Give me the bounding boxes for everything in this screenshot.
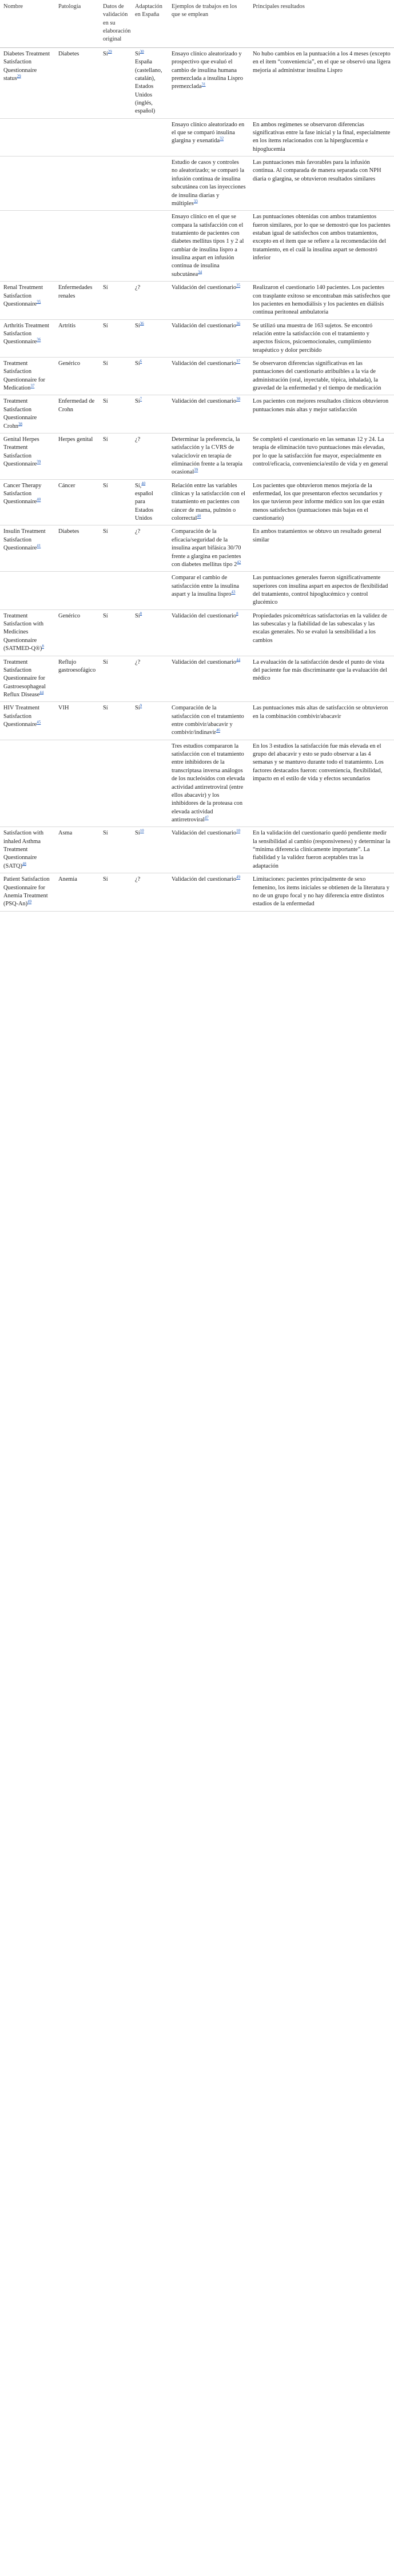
cell-resultados	[249, 572, 394, 609]
cell-adaptacion	[132, 358, 168, 395]
cell-datos-validacion-text: Sí	[103, 830, 108, 837]
reference-link[interactable]: 29	[17, 74, 21, 79]
cell-adaptacion	[132, 656, 168, 702]
cell-nombre-text: Genital Herpes Treatment Satisfaction Questionnaire	[3, 436, 39, 467]
reference-link[interactable]: 10	[236, 828, 241, 833]
cell-nombre-text: Cancer Therapy Satisfaction Questionnaire	[3, 482, 42, 505]
cell-resultados	[249, 433, 394, 479]
cell-datos-validacion	[100, 873, 132, 911]
cell-patologia-text: Enfermedades renales	[58, 284, 93, 299]
cell-adaptacion	[132, 702, 168, 740]
cell-nombre	[0, 609, 55, 656]
cell-patologia-text: Genérico	[58, 612, 81, 619]
header-resultados: Principales resultados	[249, 0, 394, 47]
cell-nombre	[0, 572, 55, 609]
reference-link[interactable]: 40	[37, 497, 41, 502]
cell-adaptacion-text: ¿?	[135, 284, 141, 291]
table-row	[0, 609, 394, 656]
cell-ejemplos	[168, 118, 249, 156]
cell-adaptacion	[132, 47, 168, 118]
cell-adaptacion	[132, 118, 168, 156]
reference-link[interactable]: 44	[236, 657, 241, 663]
cell-ejemplos	[168, 319, 249, 357]
cell-resultados-text: Las puntuaciones más favorables para la infusión continua. Al comparada de manera separada con NPH diaria o glargina, se obtuvieron resultados similares	[253, 159, 381, 182]
cell-patologia	[55, 572, 100, 609]
cell-resultados	[249, 479, 394, 525]
cell-datos-validacion	[100, 609, 132, 656]
cell-nombre	[0, 358, 55, 395]
cell-nombre	[0, 118, 55, 156]
cell-datos-validacion-text: Sí	[103, 398, 108, 405]
cell-patologia-text: VIH	[58, 705, 69, 712]
cell-adaptacion-text: Sí	[135, 322, 140, 329]
cell-nombre	[0, 47, 55, 118]
cell-ejemplos-text: Validación del cuestionario	[172, 398, 237, 405]
cell-adaptacion	[132, 157, 168, 211]
cell-patologia-text: Diabetes	[58, 50, 79, 57]
cell-resultados	[249, 702, 394, 740]
table-row	[0, 282, 394, 319]
cell-patologia-text: Asma	[58, 830, 73, 837]
cell-resultados-text: Propiedades psicométricas satisfactorias en la validez de las subescalas y la fiabilidad de las subescalas y las escalas generales. No se evaluó la sensibilidad a los cambios	[253, 612, 387, 644]
cell-adaptacion	[132, 609, 168, 656]
reference-link[interactable]: 46	[216, 728, 220, 733]
cell-adaptacion	[132, 395, 168, 433]
cell-resultados	[249, 827, 394, 873]
cell-ejemplos-text: Ensayo clínico aleatorizado y prospectivo que evaluó el cambio de insulina humana premezclada a insulina Lispro premezclada	[172, 50, 243, 90]
cell-patologia-text: Anemia	[58, 876, 77, 883]
reference-link[interactable]: 30	[140, 49, 144, 54]
cell-nombre	[0, 479, 55, 525]
cell-patologia	[55, 479, 100, 525]
cell-resultados	[249, 609, 394, 656]
reference-link[interactable]: 6	[140, 359, 142, 364]
cell-datos-validacion	[100, 827, 132, 873]
table-row	[0, 525, 394, 572]
cell-datos-validacion	[100, 358, 132, 395]
cell-adaptacion-text: Sí	[135, 705, 140, 712]
cell-nombre	[0, 827, 55, 873]
cell-nombre	[0, 702, 55, 740]
cell-resultados-text: No hubo cambios en la puntuación a los 4 meses (excepto en el ítem “conveniencia”, en el que se observó una ligera mejoría al administrar insulina Lispro	[253, 50, 391, 74]
header-datos-validacion: Datos de validación en su elaboración original	[100, 0, 132, 47]
cell-datos-validacion	[100, 479, 132, 525]
table-row	[0, 211, 394, 282]
cell-nombre	[0, 211, 55, 282]
cell-resultados-text: Los pacientes con mejores resultados clínicos obtuvieron puntuaciones más altas y mejor satisfacción	[253, 398, 389, 413]
cell-ejemplos-text: Validación del cuestionario	[172, 322, 237, 329]
cell-resultados-text: Se utilizó una muestra de 163 sujetos. Se encontró relación entre la satisfacción con el tratamiento y aspectos físicos, psicoemocionales, cumplimiento terapéutico y dolor percibido	[253, 322, 373, 354]
table-row	[0, 157, 394, 211]
cell-nombre-text: Arthritis Treatment Satisfaction Questionnaire	[3, 322, 49, 346]
cell-nombre-text: Treatment Satisfaction Questionnaire for Medication	[3, 360, 45, 392]
cell-ejemplos-text: Validación del cuestionario	[172, 284, 237, 291]
table-row	[0, 319, 394, 357]
header-nombre: Nombre	[0, 0, 55, 47]
cell-ejemplos	[168, 609, 249, 656]
reference-link[interactable]: 10	[140, 828, 144, 833]
cell-patologia	[55, 702, 100, 740]
cell-resultados-text: En ambos regímenes se observaron diferencias significativas entre la fase inicial y la final, especialmente en los ítems relacionados con la hiperglucemia e hipoglucemia	[253, 121, 391, 153]
cell-ejemplos	[168, 525, 249, 572]
reference-link[interactable]: 41	[37, 543, 41, 548]
reference-link[interactable]: 49	[27, 899, 32, 904]
reference-link[interactable]: 44	[39, 690, 44, 695]
table-row	[0, 395, 394, 433]
reference-link[interactable]: 36	[37, 337, 41, 342]
cell-adaptacion-text: ¿?	[135, 436, 141, 443]
cell-datos-validacion	[100, 525, 132, 572]
cell-resultados-text: Se completó el cuestionario en las semanas 12 y 24. La terapia de eliminación tuvo puntuaciones más elevadas, por lo que la satisfacción fue mayor, especialmente en control/eficacia, conveniencia/estilo de vida y en general	[253, 436, 388, 467]
cell-ejemplos-text: Validación del cuestionario	[172, 659, 237, 665]
cell-nombre-text: Diabetes Treatment Satisfaction Questionnaire status	[3, 50, 50, 82]
cell-datos-validacion	[100, 282, 132, 319]
cell-ejemplos	[168, 702, 249, 740]
reference-link[interactable]: 40	[141, 481, 146, 486]
cell-adaptacion	[132, 282, 168, 319]
cell-nombre	[0, 525, 55, 572]
cell-ejemplos	[168, 395, 249, 433]
cell-patologia-text: Cáncer	[58, 482, 75, 489]
cell-ejemplos-text: Ensayo clínico aleatorizado en el que se comparó insulina glargina y exenatida	[172, 121, 245, 145]
cell-resultados-text: En los 3 estudios la satisfacción fue más elevada en el grupo del abacavir y esto se pudo observar a las 4 semanas y se mantuvo durante todo el tratamiento. Los factores destacados fueron: conveniencia, flexibilidad, impacto en el estilo de vida y efectos secundarios	[253, 743, 384, 783]
cell-datos-validacion	[100, 47, 132, 118]
cell-patologia	[55, 525, 100, 572]
cell-nombre-text: Renal Treatment Satisfaction Questionnaire	[3, 284, 43, 307]
cell-patologia	[55, 609, 100, 656]
cell-ejemplos	[168, 282, 249, 319]
cell-patologia	[55, 157, 100, 211]
reference-link[interactable]: 34	[198, 270, 202, 275]
table-row	[0, 873, 394, 911]
cell-ejemplos-text: Tres estudios compararon la satisfacción con el tratamiento entre inhibidores de la transcriptasa inversa análogos de los nucleósidos con elevada actividad antirretroviral (entre ellos abacavir) y los inhibidores de la proteasa con elevada actividad antirretroviral	[172, 743, 245, 823]
cell-adaptacion-text: ¿?	[135, 659, 141, 665]
cell-ejemplos-text: Ensayo clínico en el que se compara la satisfacción con el tratamiento de pacientes con diabetes mellitus tipos 1 y 2 al cambiar de insulina lispro a insulina aspart en infusión continua de insulina subcutánea	[172, 214, 244, 278]
cell-nombre-text: Satisfaction with inhaled Asthma Treatment Questionnaire (SATQ)	[3, 830, 44, 869]
reference-link[interactable]: 32	[220, 136, 224, 141]
reference-link[interactable]: 31	[201, 82, 206, 87]
reference-link[interactable]: 39	[194, 467, 198, 472]
cell-ejemplos-text: Determinar la preferencia, la satisfacción y la CVRS de valaciclovir en terapia de eliminación frente a la terapia ocasional	[172, 436, 243, 476]
reference-link[interactable]: 38	[18, 422, 22, 427]
cell-patologia	[55, 656, 100, 702]
cell-resultados-text: Limitaciones: pacientes principalmente de sexo femenino, los ítems iniciales se obtienen de la literatura y no de un grupo focal y no hay diferencia entre distintos estadios de la enfermedad	[253, 876, 389, 908]
cell-patologia	[55, 319, 100, 357]
reference-link[interactable]: 36	[236, 321, 241, 326]
cell-nombre-text: Patient Satisfaction Questionnaire for Anemia Treatment (PSQ-An)	[3, 876, 50, 908]
cell-datos-validacion	[100, 740, 132, 827]
cell-resultados	[249, 525, 394, 572]
cell-adaptacion-note: España (castellano, catalán), Estados Unidos (inglés, español)	[135, 59, 162, 115]
cell-adaptacion-text: Sí	[135, 360, 140, 367]
cell-datos-validacion	[100, 572, 132, 609]
cell-patologia	[55, 873, 100, 911]
cell-adaptacion	[132, 433, 168, 479]
reference-link[interactable]: 42	[237, 560, 241, 565]
cell-resultados-text: En ambos tratamientos se obtuvo un resultado general similar	[253, 528, 381, 543]
reference-link[interactable]: 33	[193, 199, 198, 204]
reference-link[interactable]: 47	[204, 815, 209, 820]
cell-ejemplos	[168, 873, 249, 911]
cell-datos-validacion-text: Sí	[103, 705, 108, 712]
cell-adaptacion	[132, 572, 168, 609]
cell-adaptacion-note: español para Estados Unidos	[135, 491, 154, 522]
cell-resultados-text: La evaluación de la satisfacción desde el punto de vista del paciente fue más discriminante que la evaluación del médico	[253, 659, 387, 682]
cell-nombre-text: HIV Treatment Satisfaction Questionnaire	[3, 705, 40, 728]
cell-adaptacion	[132, 740, 168, 827]
header-ejemplos: Ejemplos de trabajos en los que se emplean	[168, 0, 249, 47]
table-row	[0, 827, 394, 873]
table-row	[0, 702, 394, 740]
cell-patologia	[55, 118, 100, 156]
cell-nombre-text: Treatment Satisfaction Questionnaire Crohn	[3, 398, 37, 430]
cell-datos-validacion	[100, 211, 132, 282]
reference-link[interactable]: 37	[236, 359, 241, 364]
cell-patologia	[55, 740, 100, 827]
cell-datos-validacion-text: Sí	[103, 322, 108, 329]
satisfaction-questionnaires-table	[0, 0, 394, 912]
cell-resultados	[249, 47, 394, 118]
cell-patologia-text: Herpes genital	[58, 436, 93, 443]
reference-link[interactable]: 45	[37, 720, 41, 725]
cell-resultados-text: Los pacientes que obtuvieron menos mejoría de la enfermedad, los que presentaron efectos secundarios y los que tuvieron peor informe médico son los que están menos satisfechos (puntuaciones más bajas en el cuestionario)	[253, 482, 384, 522]
cell-adaptacion	[132, 873, 168, 911]
cell-patologia	[55, 282, 100, 319]
reference-link[interactable]: 7	[140, 396, 142, 402]
reference-link[interactable]: 8	[236, 611, 238, 616]
cell-nombre	[0, 740, 55, 827]
cell-ejemplos	[168, 479, 249, 525]
reference-link[interactable]: 29	[108, 49, 112, 54]
table-row	[0, 118, 394, 156]
cell-datos-validacion-text: Sí	[103, 436, 108, 443]
cell-resultados	[249, 358, 394, 395]
cell-patologia	[55, 827, 100, 873]
reference-link[interactable]: 8	[42, 644, 44, 649]
cell-resultados	[249, 319, 394, 357]
cell-resultados-text: Se observaron diferencias significativas en las puntuaciones del cuestionario atribuibles a la vía de administración (oral, inyectable, tópica, inhalada), la gravedad de la enfermedad y el tiempo de medicación	[253, 360, 381, 392]
cell-datos-validacion	[100, 702, 132, 740]
cell-datos-validacion	[100, 656, 132, 702]
reference-link[interactable]: 40	[197, 513, 201, 519]
cell-ejemplos	[168, 656, 249, 702]
cell-resultados-text: En la validación del cuestionario quedó pendiente medir la sensibilidad al cambio (responsiveness) y determinar la “mínima diferencia clínicamente importante”. La fiabilidad y la validez fueron aceptables tras la adaptación	[253, 830, 391, 869]
cell-adaptacion-text: Sí	[135, 830, 140, 837]
cell-ejemplos-text: Estudio de casos y controles no aleatorizado; se comparó la infusión continua de insulina subcutánea con las inyecciones de insulina diarias y múltiples	[172, 159, 246, 207]
cell-nombre-text: Insulin Treatment Satisfaction Questionnaire	[3, 528, 46, 552]
cell-patologia-text: Genérico	[58, 360, 81, 367]
cell-nombre	[0, 656, 55, 702]
cell-adaptacion	[132, 319, 168, 357]
cell-datos-validacion-text: Sí	[103, 50, 108, 57]
cell-datos-validacion	[100, 157, 132, 211]
cell-ejemplos	[168, 157, 249, 211]
cell-adaptacion-text: ¿?	[135, 528, 141, 535]
cell-ejemplos-text: Comparar el cambio de satisfacción entre la insulina aspart y la insulina lispro	[172, 575, 240, 597]
cell-datos-validacion-text: Sí	[103, 284, 108, 291]
table-body	[0, 47, 394, 911]
cell-resultados	[249, 740, 394, 827]
cell-nombre	[0, 873, 55, 911]
header-patologia: Patología	[55, 0, 100, 47]
cell-nombre	[0, 433, 55, 479]
reference-link[interactable]: 39	[37, 459, 41, 464]
reference-link[interactable]: 43	[231, 589, 236, 595]
cell-ejemplos-text: Relación entre las variables clínicas y la satisfacción con el tratamiento en pacientes con cáncer de mama, pulmón o colorrectal	[172, 482, 245, 522]
cell-nombre	[0, 395, 55, 433]
cell-adaptacion	[132, 827, 168, 873]
cell-patologia	[55, 433, 100, 479]
cell-ejemplos	[168, 358, 249, 395]
cell-ejemplos-text: Validación del cuestionario	[172, 830, 237, 837]
cell-patologia	[55, 211, 100, 282]
reference-link[interactable]: 8	[140, 611, 142, 616]
cell-patologia-text: Reflujo gastroesofágico	[58, 659, 96, 673]
table-row	[0, 479, 394, 525]
table-row	[0, 572, 394, 609]
cell-resultados	[249, 395, 394, 433]
cell-patologia	[55, 47, 100, 118]
reference-link[interactable]: 49	[236, 874, 241, 880]
table-row	[0, 47, 394, 118]
cell-resultados-text: Las puntuaciones generales fueron significativamente superiores con insulina aspart en aspectos de flexibilidad del tratamiento, control hipoglucémico y control glucémico	[253, 575, 388, 606]
cell-datos-validacion-text: Sí	[103, 528, 108, 535]
reference-link[interactable]: 48	[22, 861, 26, 866]
cell-datos-validacion-text: Sí	[103, 612, 108, 619]
cell-nombre	[0, 319, 55, 357]
reference-link[interactable]: 9	[140, 703, 142, 708]
cell-adaptacion-text: Sí	[135, 612, 140, 619]
cell-ejemplos-text: Comparación de la satisfacción con el tratamiento entre combivir/abacavir y combivir/indinavir	[172, 705, 244, 736]
cell-ejemplos	[168, 572, 249, 609]
cell-adaptacion	[132, 211, 168, 282]
cell-datos-validacion-text: Sí	[103, 659, 108, 665]
table-row	[0, 740, 394, 827]
cell-adaptacion-text: ¿?	[135, 876, 141, 883]
cell-adaptacion-text: Sí,	[135, 482, 142, 489]
cell-patologia-text: Diabetes	[58, 528, 79, 535]
reference-link[interactable]: 37	[30, 383, 35, 388]
cell-patologia	[55, 358, 100, 395]
cell-ejemplos-text: Validación del cuestionario	[172, 876, 237, 883]
cell-patologia-text: Artritis	[58, 322, 76, 329]
cell-nombre	[0, 282, 55, 319]
cell-resultados	[249, 282, 394, 319]
table-row	[0, 433, 394, 479]
cell-resultados	[249, 118, 394, 156]
cell-ejemplos	[168, 740, 249, 827]
cell-ejemplos	[168, 827, 249, 873]
cell-patologia	[55, 395, 100, 433]
reference-link[interactable]: 35	[236, 283, 241, 288]
cell-resultados	[249, 656, 394, 702]
cell-adaptacion	[132, 479, 168, 525]
cell-datos-validacion-text: Sí	[103, 876, 108, 883]
cell-datos-validacion-text: Sí	[103, 482, 108, 489]
reference-link[interactable]: 36	[140, 321, 144, 326]
cell-nombre	[0, 157, 55, 211]
cell-ejemplos	[168, 211, 249, 282]
cell-resultados	[249, 157, 394, 211]
cell-ejemplos-text: Comparación de la eficacia/seguridad de la insulina aspart bifásica 30/70 frente a glargina en pacientes con diabetes mellitus tipo 2	[172, 528, 241, 568]
cell-resultados-text: Las puntuaciones obtenidas con ambos tratamientos fueron similares, por lo que se demostró que los pacientes estaban igual de satisfechos con ambos tratamientos, excepto en el ítem que se refiere a la recomendación del tratamiento, en el cuál la insulina aspart se demostró inferior	[253, 214, 391, 262]
cell-resultados-text: Realizaron el cuestionario 140 pacientes. Los pacientes con trasplante exitoso se encontraban más satisfechos que los pacientes en hemodiálisis y los pacientes en diálisis continua peritoneal ambulatoria	[253, 284, 391, 316]
cell-ejemplos	[168, 47, 249, 118]
cell-datos-validacion-text: Sí	[103, 360, 108, 367]
reference-link[interactable]: 35	[37, 299, 41, 304]
cell-datos-validacion	[100, 319, 132, 357]
cell-adaptacion	[132, 525, 168, 572]
cell-nombre-text: Treatment Satisfaction with Medicines Questionnaire (SATMED-Q®)	[3, 612, 44, 652]
table-header-row	[0, 0, 394, 47]
cell-datos-validacion	[100, 433, 132, 479]
cell-ejemplos-text: Validación del cuestionario	[172, 360, 237, 367]
table-row	[0, 358, 394, 395]
cell-datos-validacion	[100, 395, 132, 433]
cell-datos-validacion	[100, 118, 132, 156]
cell-ejemplos-text: Validación del cuestionario	[172, 612, 237, 619]
cell-adaptacion-text: Sí	[135, 398, 140, 405]
table-row	[0, 656, 394, 702]
header-adaptacion: Adaptación en España	[132, 0, 168, 47]
cell-ejemplos	[168, 433, 249, 479]
cell-resultados	[249, 873, 394, 911]
reference-link[interactable]: 38	[236, 396, 241, 402]
cell-adaptacion-text: Sí	[135, 50, 140, 57]
cell-nombre-text: Treatment Satisfaction Questionnaire for Gastroesophageal Reflux Disease	[3, 659, 46, 698]
cell-resultados	[249, 211, 394, 282]
cell-patologia-text: Enfermedad de Crohn	[58, 398, 95, 413]
cell-resultados-text: Las puntuaciones más altas de satisfacción se obtuvieron en la combinación combivir/abacavir	[253, 705, 388, 720]
